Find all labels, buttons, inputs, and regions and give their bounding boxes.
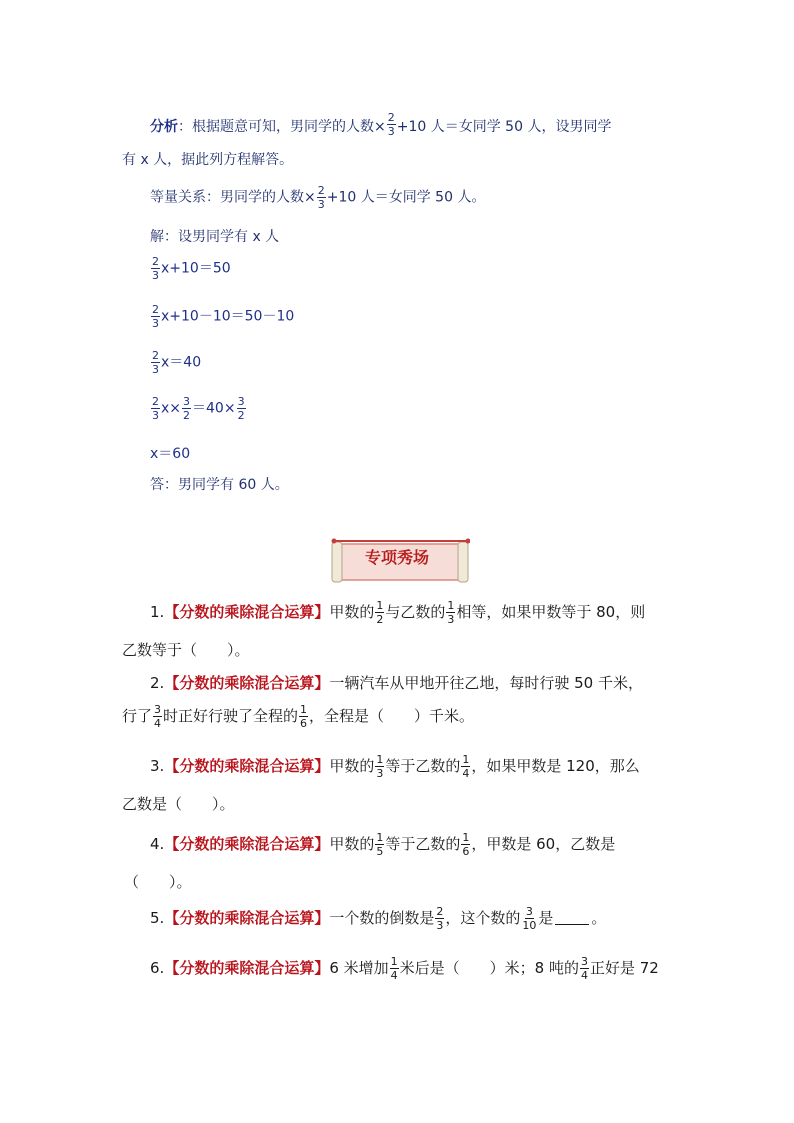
solution-intro: 解：设男同学有 x 人	[150, 229, 280, 245]
solution-step-5: x＝60	[150, 446, 191, 462]
problem-tag: 【分数的乘除混合运算】	[164, 909, 330, 927]
answer-blank	[555, 924, 589, 925]
analysis-line-2: 有 x 人，据此列方程解答。	[122, 152, 294, 168]
problem-tag: 【分数的乘除混合运算】	[164, 674, 330, 692]
solution-step-4: $\frac{2}{3}$ x× $\frac{3}{2}$ ＝40× $\frac{3}{2}$	[152, 395, 245, 422]
problem-4-line-2: （ ）。	[124, 873, 192, 891]
solution-answer: 答：男同学有 60 人。	[150, 477, 289, 493]
fraction-two-thirds: $\frac{2}{3}$	[317, 184, 325, 211]
problem-1-line-1: 1.【分数的乘除混合运算】甲数的 $\frac{1}{2}$ 与乙数的 $\frac{1}{3}$ 相等，如果甲数等于 80，则	[150, 599, 646, 626]
equivalence-relation: 等量关系：男同学的人数× $\frac{2}{3}$ +10 人＝女同学 50 人。	[150, 184, 486, 211]
problem-2-line-1: 2.【分数的乘除混合运算】一辆汽车从甲地开往乙地，每时行驶 50 千米，	[150, 674, 643, 692]
problem-3-line-2: 乙数是（ ）。	[122, 795, 235, 813]
problem-5-line-1: 5.【分数的乘除混合运算】一个数的倒数是 $\frac{2}{3}$ ，这个数的 $\frac{3}{10}$ 是 。	[150, 905, 607, 932]
analysis-label: 分析	[150, 119, 178, 135]
problem-1-line-2: 乙数等于（ ）。	[122, 641, 250, 659]
problem-tag: 【分数的乘除混合运算】	[164, 835, 330, 853]
analysis-line-1: 分析：根据题意可知，男同学的人数× $\frac{2}{3}$ +10 人＝女同学 50 人，设男同学	[150, 111, 612, 138]
fraction-two-thirds: $\frac{2}{3}$	[387, 111, 395, 138]
problem-tag: 【分数的乘除混合运算】	[164, 603, 330, 621]
problem-tag: 【分数的乘除混合运算】	[164, 757, 330, 775]
problem-tag: 【分数的乘除混合运算】	[164, 959, 330, 977]
solution-step-3: $\frac{2}{3}$ x＝40	[152, 349, 202, 376]
problem-6-line-1: 6.【分数的乘除混合运算】6 米增加 $\frac{1}{4}$ 米后是（ ）米；8 吨的 $\frac{3}{4}$ 正好是 72	[150, 955, 659, 982]
section-title: 专项秀场	[364, 548, 429, 567]
problem-2-line-2: 行了 $\frac{3}{4}$ 时正好行驶了全程的 $\frac{1}{6}$ ，全程是（ ）千米。	[122, 703, 475, 730]
solution-step-1: $\frac{2}{3}$ x+10＝50	[152, 255, 231, 282]
problem-3-line-1: 3.【分数的乘除混合运算】甲数的 $\frac{1}{3}$ 等于乙数的 $\frac{1}{4}$ ，如果甲数是 120，那么	[150, 753, 640, 780]
solution-step-2: $\frac{2}{3}$ x+10－10＝50－10	[152, 303, 295, 330]
problem-4-line-1: 4.【分数的乘除混合运算】甲数的 $\frac{1}{5}$ 等于乙数的 $\frac{1}{6}$ ，甲数是 60，乙数是	[150, 831, 616, 858]
